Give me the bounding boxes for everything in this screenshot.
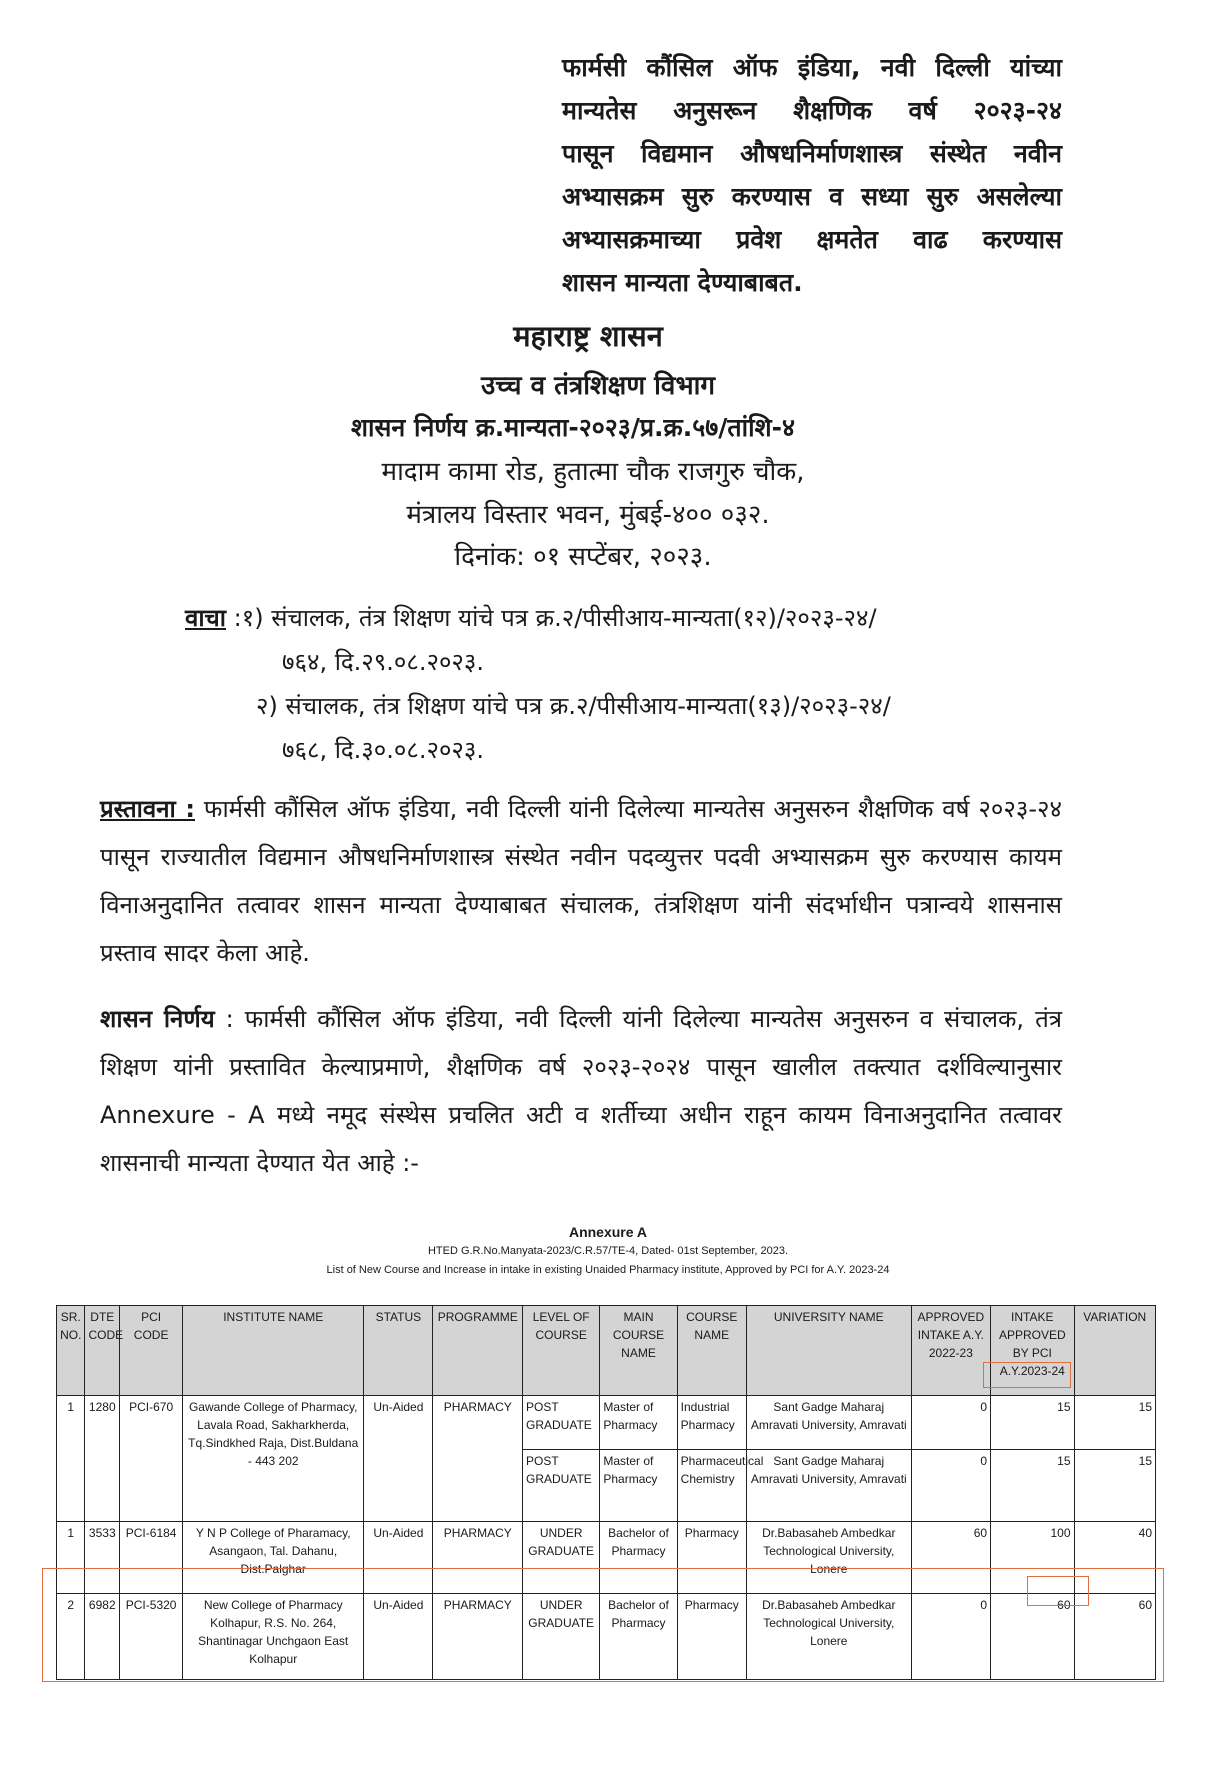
cell-course: Pharmaceutical Chemistry xyxy=(677,1450,746,1522)
cell-level: UNDER GRADUATE xyxy=(523,1522,600,1594)
annexure-title: Annexure A xyxy=(568,1224,648,1240)
cell-level: UNDER GRADUATE xyxy=(523,1594,600,1680)
cell-intake: 100 xyxy=(991,1522,1074,1594)
decision-text: : फार्मसी कौंसिल ऑफ इंडिया, नवी दिल्ली यांनी दिलेल्या मान्यतेस अनुसरुन व संचालक, तंत्र शिक्षण यांनी प्रस्तावित केल्याप्रमाणे, शैक्षणिक वर्ष २०२३-२०२४ पासून खालील तक्त्यात दर्शविल्यानुसार Annexure - A मध्ये नमूद संस्थेस प्रचलित अटी व शर्तीच्या अधीन राहून कायम विनाअनुदानित तत्वावर शासनाची मान्यता देण्यात येत आहे :- xyxy=(100,1005,1062,1177)
gr-number: शासन निर्णय क्र.मान्यता-२०२३/प्र.क्र.५७/तांशि-४ xyxy=(351,413,795,442)
header-intake-year: A.Y.2023-24 xyxy=(999,1364,1065,1378)
cell-level: POST GRADUATE xyxy=(523,1450,600,1522)
subject-line: पासून विद्यमान औषधनिर्माणशास्त्र संस्थेत नवीन xyxy=(562,139,1062,168)
header-approved: APPROVED INTAKE A.Y. 2022-23 xyxy=(911,1306,990,1396)
cell-status: Un-Aided xyxy=(364,1396,433,1522)
header-institute: INSTITUTE NAME xyxy=(183,1306,364,1396)
cell-university: Sant Gadge Maharaj Amravati University, Amravati xyxy=(746,1450,911,1522)
cell-institute: New College of Pharmacy Kolhapur, R.S. No. 264, Shantinagar Unchgaon East Kolhapur xyxy=(183,1594,364,1680)
preamble-paragraph xyxy=(100,785,1062,977)
decision-label: शासन निर्णय xyxy=(100,1005,215,1033)
cell-status: Un-Aided xyxy=(364,1522,433,1594)
cell-course: Pharmacy xyxy=(677,1522,746,1594)
cell-university: Sant Gadge Maharaj Amravati University, Amravati xyxy=(746,1396,911,1450)
subject-line: अभ्यासक्रम सुरु करण्यास व सध्या सुरु असलेल्या xyxy=(562,182,1062,211)
header-main-course: MAIN COURSE NAME xyxy=(600,1306,677,1396)
header-course: COURSE NAME xyxy=(677,1306,746,1396)
cell-sr: 1 xyxy=(57,1522,85,1594)
references-block xyxy=(185,596,891,772)
department-title: उच्च व तंत्रशिक्षण विभाग xyxy=(480,371,716,401)
subject-heading xyxy=(562,46,1062,304)
cell-pci: PCI-670 xyxy=(120,1396,183,1522)
issue-date: दिनांक: ०१ सप्टेंबर, २०२३. xyxy=(454,542,712,572)
reference-1-line-2: ७६४, दि.२९.०८.२०२३. xyxy=(282,648,485,676)
table-row xyxy=(57,1522,1156,1594)
subject-line: शासन मान्यता देण्याबाबत. xyxy=(562,268,803,297)
cell-variation: 40 xyxy=(1074,1522,1156,1594)
preamble-label: प्रस्तावना : xyxy=(100,795,196,823)
cell-pci: PCI-5320 xyxy=(120,1594,183,1680)
header-intake-label: INTAKE APPROVED BY PCI xyxy=(998,1310,1066,1360)
cell-programme: PHARMACY xyxy=(433,1522,523,1594)
cell-university: Dr.Babasaheb Ambedkar Technological University, Lonere xyxy=(746,1594,911,1680)
cell-dte: 3533 xyxy=(85,1522,120,1594)
cell-intake: 15 xyxy=(991,1396,1074,1450)
cell-main-course: Master of Pharmacy xyxy=(600,1450,677,1522)
table-header-row xyxy=(57,1306,1156,1396)
header-university: UNIVERSITY NAME xyxy=(746,1306,911,1396)
table-row xyxy=(57,1396,1156,1450)
cell-sr: 2 xyxy=(57,1594,85,1680)
cell-course: Pharmacy xyxy=(677,1594,746,1680)
cell-course: Industrial Pharmacy xyxy=(677,1396,746,1450)
reference-2-line-1: २) संचालक, तंत्र शिक्षण यांचे पत्र क्र.२/पीसीआय-मान्यता(१३)/२०२३-२४/ xyxy=(256,692,891,720)
cell-approved: 0 xyxy=(911,1396,990,1450)
cell-programme: PHARMACY xyxy=(433,1396,523,1522)
cell-university: Dr.Babasaheb Ambedkar Technological University, Lonere xyxy=(746,1522,911,1594)
cell-level: POST GRADUATE xyxy=(523,1396,600,1450)
header-pci: PCI CODE xyxy=(120,1306,183,1396)
subject-line: मान्यतेस अनुसरून शैक्षणिक वर्ष २०२३-२४ xyxy=(562,96,1062,125)
cell-main-course: Master of Pharmacy xyxy=(600,1396,677,1450)
header-status: STATUS xyxy=(364,1306,433,1396)
cell-approved: 60 xyxy=(911,1522,990,1594)
references-label: वाचा xyxy=(185,604,227,632)
table-row xyxy=(57,1594,1156,1680)
address-line-2: मंत्रालय विस्तार भवन, मुंबई-४०० ०३२. xyxy=(406,500,770,530)
cell-approved: 0 xyxy=(911,1450,990,1522)
header-level: LEVEL OF COURSE xyxy=(523,1306,600,1396)
header-variation: VARIATION xyxy=(1074,1306,1156,1396)
subject-line: अभ्यासक्रमाच्या प्रवेश क्षमतेत वाढ करण्यास xyxy=(562,225,1062,254)
cell-dte: 1280 xyxy=(85,1396,120,1522)
header-dte: DTE CODE xyxy=(85,1306,120,1396)
cell-institute: Y N P College of Pharamacy, Asangaon, Tal. Dahanu, Dist.Palghar xyxy=(183,1522,364,1594)
decision-paragraph xyxy=(100,995,1062,1187)
cell-variation: 15 xyxy=(1074,1396,1156,1450)
subject-line: फार्मसी कौंसिल ऑफ इंडिया, नवी दिल्ली यांच्या xyxy=(562,53,1062,82)
cell-approved: 0 xyxy=(911,1594,990,1680)
cell-main-course: Bachelor of Pharmacy xyxy=(600,1522,677,1594)
cell-sr: 1 xyxy=(57,1396,85,1522)
annexure-subtitle-1: HTED G.R.No.Manyata-2023/C.R.57/TE-4, Dated- 01st September, 2023. xyxy=(427,1245,789,1257)
government-title: महाराष्ट्र शासन xyxy=(513,319,663,353)
address-line-1: मादाम कामा रोड, हुतात्मा चौक राजगुरु चौक, xyxy=(381,457,805,487)
cell-status: Un-Aided xyxy=(364,1594,433,1680)
cell-variation: 15 xyxy=(1074,1450,1156,1522)
annexure-subtitle-2: List of New Course and Increase in intake in existing Unaided Pharmacy institute, Approved by PCI for A.Y. 2023-24 xyxy=(326,1264,890,1276)
header-intake xyxy=(991,1306,1074,1396)
cell-institute: Gawande College of Pharmacy, Lavala Road, Sakharkherda, Tq.Sindkhed Raja, Dist.Buldana - 443 202 xyxy=(183,1396,364,1522)
annexure-table xyxy=(56,1305,1156,1680)
cell-intake: 15 xyxy=(991,1450,1074,1522)
reference-2-line-2: ७६८, दि.३०.०८.२०२३. xyxy=(282,736,485,764)
header-sr: SR. NO. xyxy=(57,1306,85,1396)
header-programme: PROGRAMME xyxy=(433,1306,523,1396)
cell-pci: PCI-6184 xyxy=(120,1522,183,1594)
preamble-text: फार्मसी कौंसिल ऑफ इंडिया, नवी दिल्ली यांनी दिलेल्या मान्यतेस अनुसरुन शैक्षणिक वर्ष २०२३-२४ पासून राज्यातील विद्यमान औषधनिर्माणशास्त्र संस्थेत नवीन पदव्युत्तर पदवी अभ्यासक्रम सुरु करण्यास कायम विनाअनुदानित तत्वावर शासन मान्यता देण्याबाबत संचालक, तंत्रशिक्षण यांनी संदर्भाधीन पत्रान्वये शासनास प्रस्ताव सादर केला आहे. xyxy=(100,795,1062,967)
cell-main-course: Bachelor of Pharmacy xyxy=(600,1594,677,1680)
cell-programme: PHARMACY xyxy=(433,1594,523,1680)
cell-dte: 6982 xyxy=(85,1594,120,1680)
cell-intake: 60 xyxy=(991,1594,1074,1680)
reference-1-line-1: :१) संचालक, तंत्र शिक्षण यांचे पत्र क्र.२/पीसीआय-मान्यता(१२)/२०२३-२४/ xyxy=(233,604,877,632)
cell-variation: 60 xyxy=(1074,1594,1156,1680)
